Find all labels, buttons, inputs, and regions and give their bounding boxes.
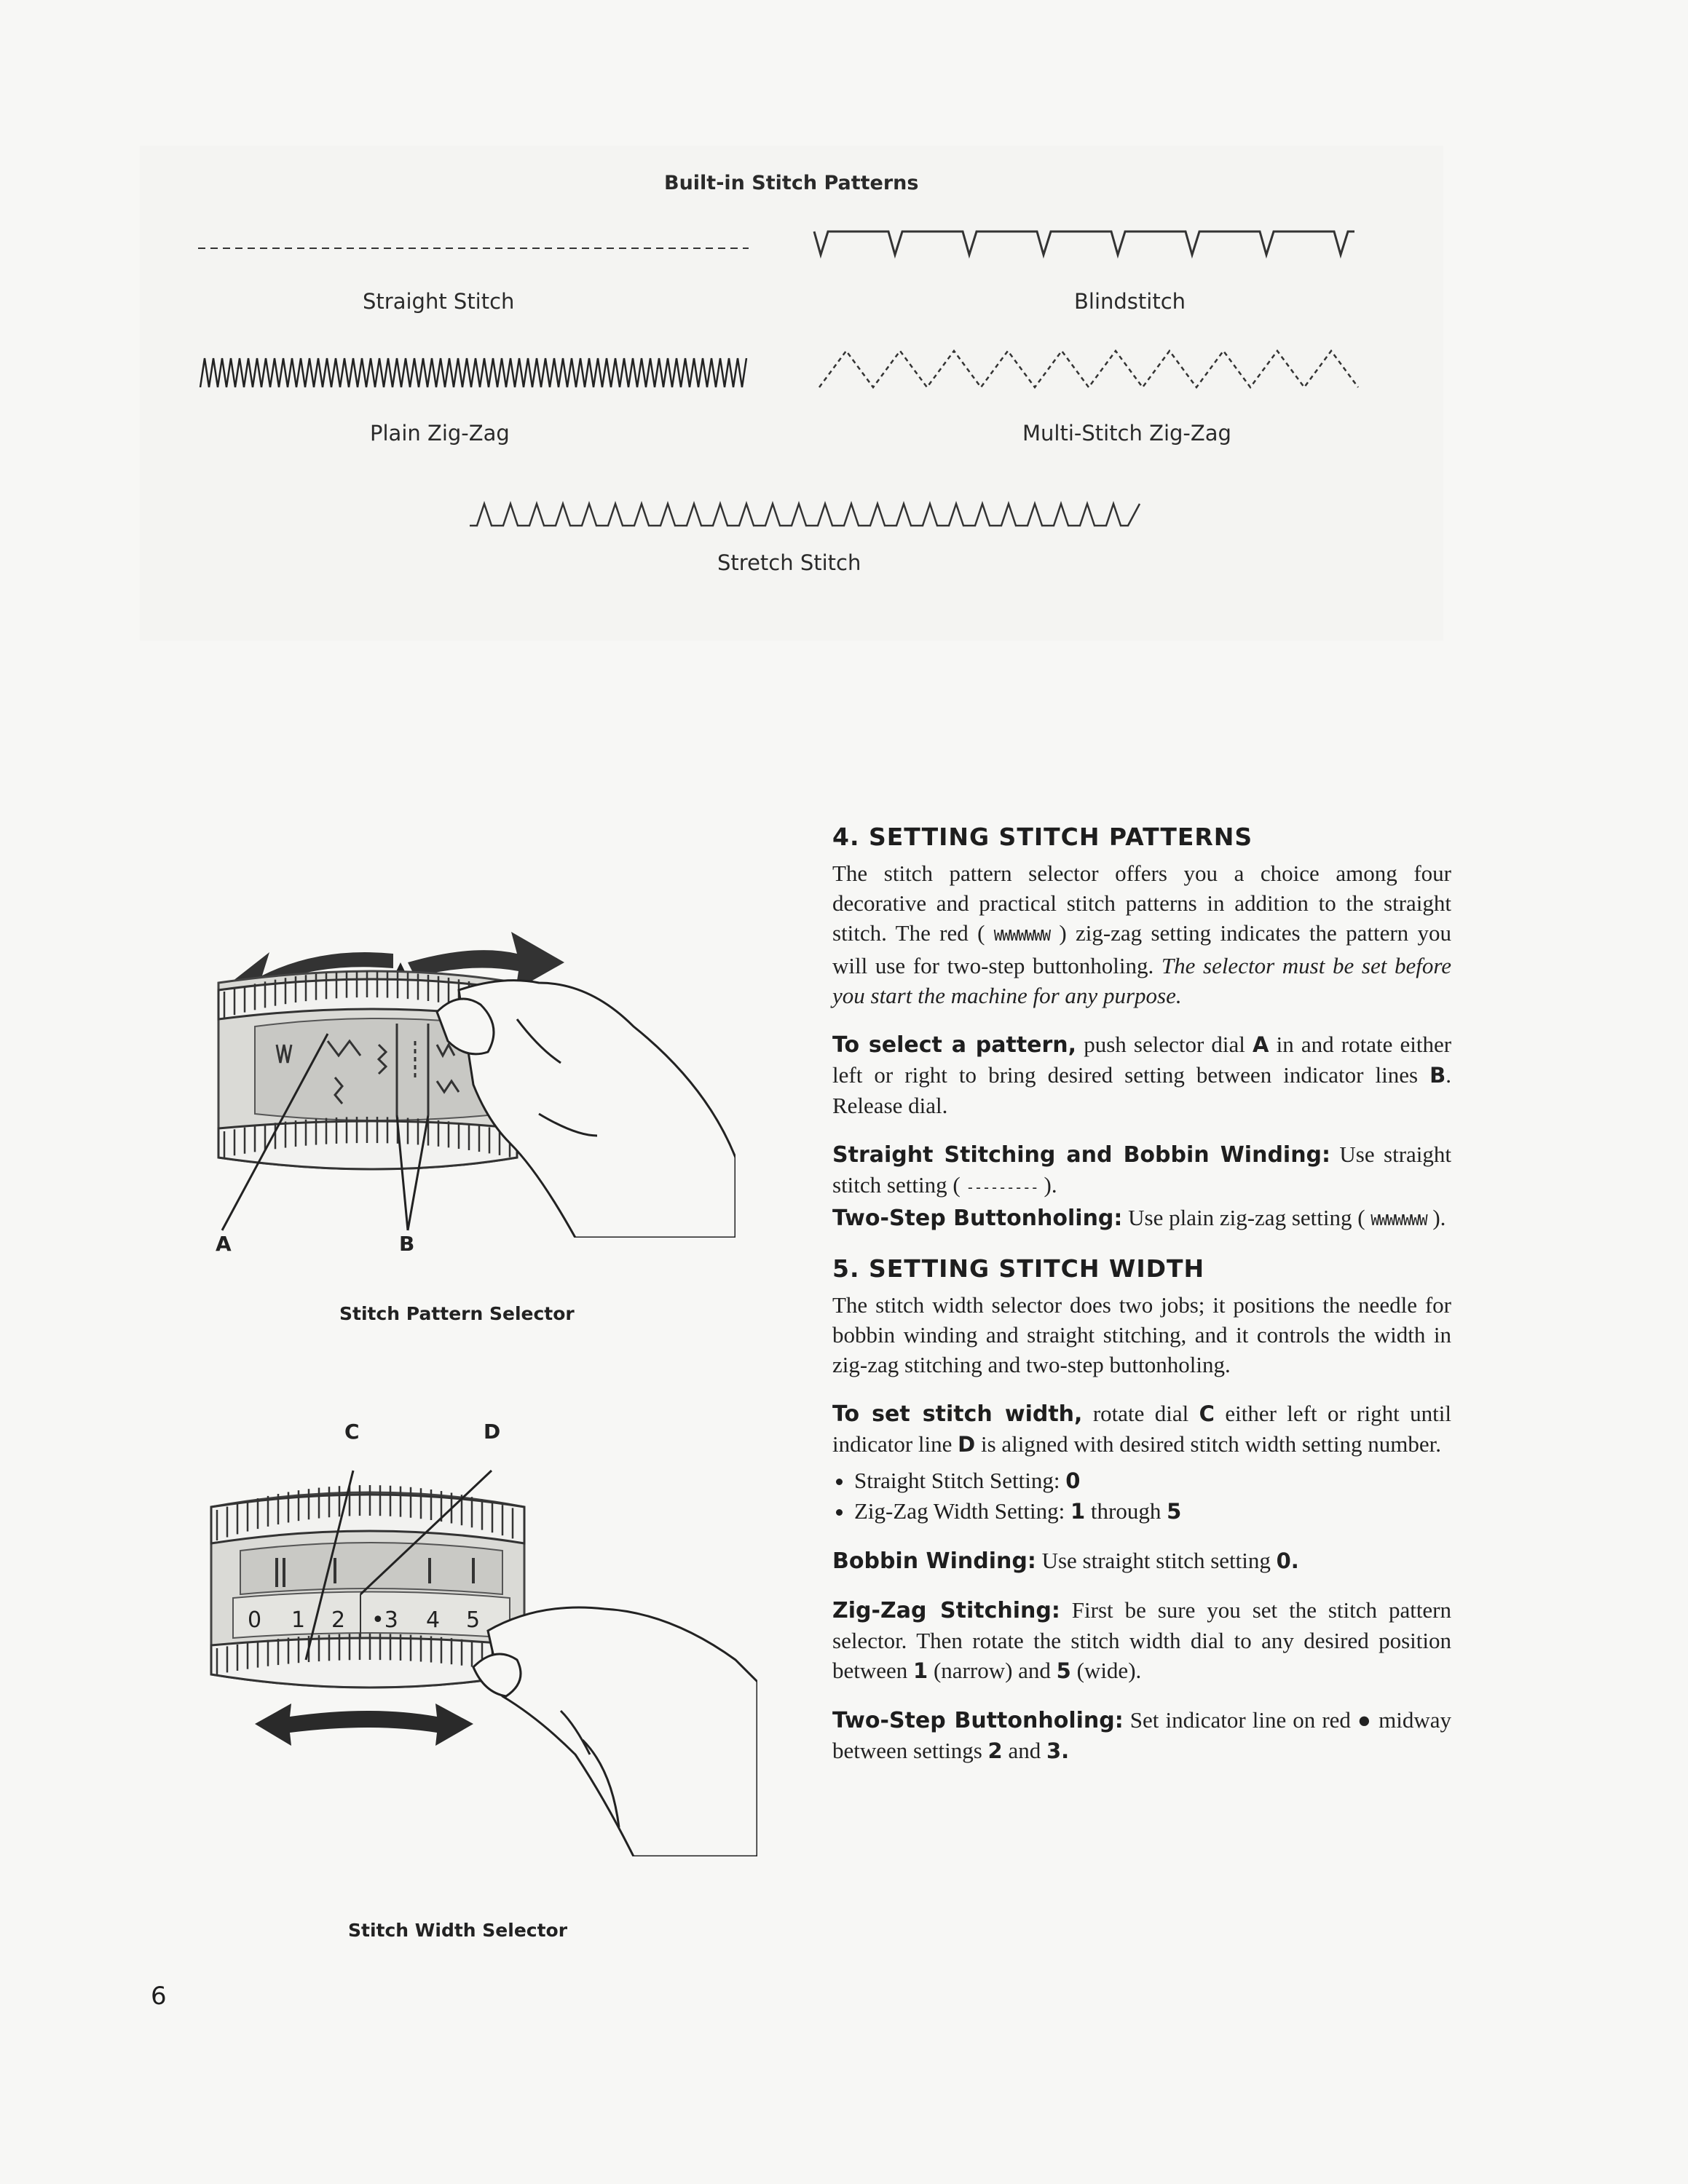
fig2-caption: Stitch Width Selector (348, 1920, 568, 1941)
dial-number: 5 (466, 1607, 481, 1633)
stretch-stitch-caption: Stretch Stitch (717, 550, 861, 575)
select-pattern-paragraph: To select a pattern, push selector dial A in and rotate either left or right to bring desired setting between indicator lines B. Release dial. (832, 1032, 1452, 1118)
stitch-samples (0, 0, 1688, 641)
double-arrow-icon (255, 1704, 473, 1746)
page-number: 6 (151, 1982, 167, 2011)
section-5-intro: The stitch width selector does two jobs; it positions the needle for bobbin winding and straight stitching, and it controls the width in zig-zag stitching and two-step buttonholing. (832, 1292, 1451, 1377)
blindstitch-caption: Blindstitch (1074, 289, 1186, 314)
fig1-caption: Stitch Pattern Selector (339, 1303, 575, 1324)
label-b: B (399, 1232, 415, 1256)
multi-zigzag-caption: Multi-Stitch Zig-Zag (1022, 421, 1231, 446)
blindstitch-sample (814, 232, 1354, 255)
stretch-stitch-sample (470, 504, 1140, 526)
two-step-buttonholing-paragraph: Two-Step Buttonholing: Set indicator line on red ● midway between settings 2 and 3. (832, 1707, 1452, 1763)
dial-number: •3 (371, 1607, 398, 1633)
list-item: • Straight Stitch Setting: 0 (854, 1465, 1451, 1496)
dial-number: 0 (248, 1607, 262, 1633)
buttonholing-paragraph: Two-Step Buttonholing: Use plain zig-zag setting ( WWWWWWW ). (832, 1205, 1446, 1231)
label-d: D (484, 1420, 501, 1444)
list-item: • Zig-Zag Width Setting: 1 through 5 (854, 1496, 1451, 1527)
instructions-column (832, 823, 1451, 1785)
section-4-intro: The stitch pattern selector offers you a choice among four decorative and practical stitch patterns in addition to the straight stitch. The red ( WWWWWWW ) zig-zag setting indicates the pattern you will use for two-step buttonholing. The selector must be set before you start the machine for any purpose. (832, 860, 1451, 1008)
stitch-pattern-selector-figure (197, 895, 735, 1238)
label-c: C (344, 1420, 360, 1444)
multi-zigzag-sample (819, 351, 1358, 387)
straight-stitching-paragraph: Straight Stitching and Bobbin Winding: Use straight stitch setting ( --------- ). (832, 1142, 1451, 1198)
bobbin-winding-paragraph: Bobbin Winding: Use straight stitch setting 0. (832, 1548, 1299, 1574)
dial-number: 2 (331, 1607, 346, 1633)
patterns-heading: Built-in Stitch Patterns (664, 172, 919, 194)
hand-illustration (473, 1607, 757, 1856)
plain-zigzag-caption: Plain Zig-Zag (370, 421, 510, 446)
dial-number: 4 (426, 1607, 441, 1633)
section-4-title: 4. SETTING STITCH PATTERNS (832, 823, 1253, 851)
dial-number: 1 (291, 1607, 306, 1633)
straight-stitch-caption: Straight Stitch (363, 289, 515, 314)
plain-zigzag-sample (200, 358, 750, 387)
label-a: A (216, 1232, 232, 1256)
stitch-width-selector-figure (197, 1449, 757, 1856)
set-width-paragraph: To set stitch width, rotate dial C either left or right until indicator line D is aligned with desired stitch width setting number. (832, 1401, 1451, 1457)
zigzag-stitching-paragraph: Zig-Zag Stitching: First be sure you set the stitch pattern selector. Then rotate the stitch width dial to any desired position between 1 (narrow) and 5 (wide). (832, 1597, 1452, 1683)
section-5-title: 5. SETTING STITCH WIDTH (832, 1254, 1205, 1283)
width-settings-list (832, 1465, 1451, 1527)
